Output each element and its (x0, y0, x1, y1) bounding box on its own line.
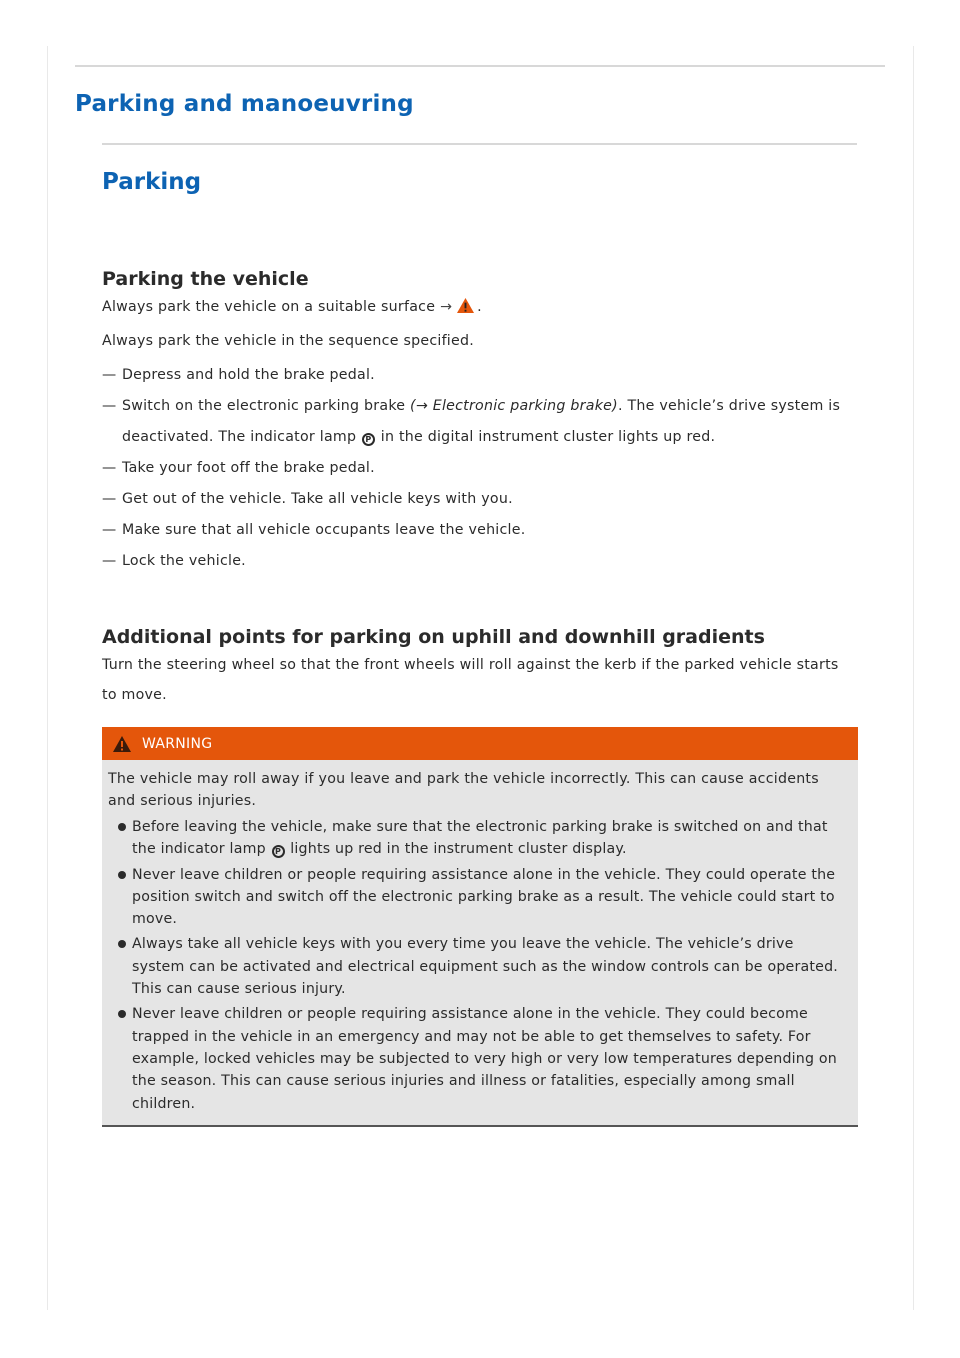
warning-header (102, 727, 858, 760)
section-title: Parking (102, 169, 202, 195)
warning-bullet: Never leave children or people requiring assistance alone in the vehicle. They could become trapped in the vehicle in an emergency and may not be able to get themselves to safety. For example, locked vehicles may be subjected to very high or very low temperatures depending on the season. This can cause serious injuries and illness or fatalities, especially among small children. (108, 1003, 850, 1114)
step-item: — Depress and hold the brake pedal. (102, 367, 375, 383)
parking-vehicle-block (102, 268, 858, 577)
parking-brake-lamp-icon: P (362, 433, 375, 446)
step-item: — Switch on the electronic parking brake (→ Electronic parking brake). The vehicle’s drive system is deactivated. The indicator lamp P in the digital instrument cluster lights up red. (102, 398, 841, 445)
warning-body (102, 760, 858, 1127)
warning-bullet: Always take all vehicle keys with you every time you leave the vehicle. The vehicle’s drive system can be activated and electrical equipment such as the window controls can be operated. This can cause serious injury. (108, 933, 850, 1000)
chapter-rule (75, 65, 885, 67)
warning-label: WARNING (142, 735, 213, 752)
warning-box (102, 727, 858, 1127)
section-rule (102, 143, 857, 145)
steps-list (102, 360, 858, 577)
intro-surface (102, 292, 858, 322)
step-item: — Make sure that all vehicle occupants leave the vehicle. (102, 522, 526, 538)
step-item: — Get out of the vehicle. Take all vehicle keys with you. (102, 491, 513, 507)
warning-bullet: Before leaving the vehicle, make sure that the electronic parking brake is switched on and that the indicator lamp P lights up red in the instrument cluster display. (108, 816, 850, 861)
gradients-heading: Additional points for parking on uphill and downhill gradients (102, 626, 765, 648)
warning-intro: The vehicle may roll away if you leave and park the vehicle incorrectly. This can cause accidents and serious injuries. (108, 771, 819, 809)
gradients-block (102, 626, 858, 710)
page-border-left (47, 46, 48, 1310)
warning-bullets (108, 816, 850, 1115)
gradients-text: Turn the steering wheel so that the front wheels will roll against the kerb if the parked vehicle starts to move. (102, 657, 839, 703)
warning-triangle-icon (112, 735, 132, 753)
step-item: — Take your foot off the brake pedal. (102, 460, 375, 476)
page-border-right (913, 46, 914, 1310)
parking-vehicle-heading: Parking the vehicle (102, 268, 309, 290)
warning-triangle-icon[interactable] (456, 297, 475, 314)
warning-bullet: Never leave children or people requiring assistance alone in the vehicle. They could operate the position switch and switch off the electronic parking brake as a result. The vehicle could start to move. (108, 864, 850, 931)
chapter-title: Parking and manoeuvring (75, 91, 414, 117)
intro-surface-text: Always park the vehicle on a suitable surface (102, 299, 436, 315)
parking-brake-lamp-icon: P (272, 845, 285, 858)
intro-sequence: Always park the vehicle in the sequence specified. (102, 333, 474, 349)
electronic-parking-brake-link[interactable]: (→ Electronic parking brake) (410, 398, 618, 414)
intro-surface-end: . (477, 299, 482, 315)
step-item: — Lock the vehicle. (102, 553, 246, 569)
arrow-icon: → (439, 299, 453, 315)
